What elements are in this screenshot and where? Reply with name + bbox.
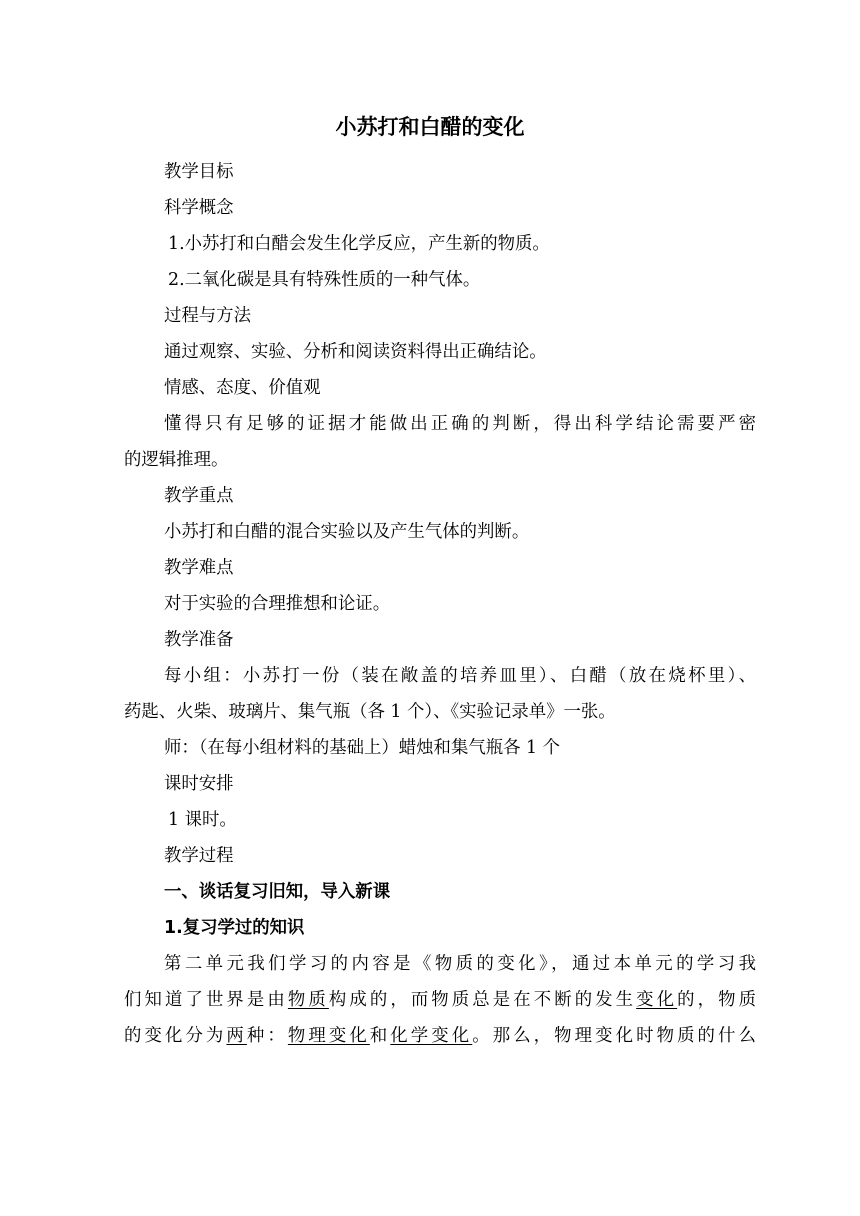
paragraph-text: 种：	[246, 1026, 288, 1046]
paragraph-line3	[124, 1018, 756, 1054]
document-body	[124, 154, 756, 1054]
concept-item-2: 2.二氧化碳是具有特殊性质的一种气体。	[168, 270, 481, 290]
document-title: 小苏打和白醋的变化	[335, 115, 525, 139]
paragraph-text: 的，物质	[677, 990, 756, 1010]
heading-objectives: 教学目标	[164, 162, 234, 182]
heading-attitude: 情感、态度、价值观	[164, 378, 321, 398]
heading-schedule: 课时安排	[164, 774, 234, 794]
underlined-term: 物理变化	[287, 1026, 370, 1046]
process-text: 通过观察、实验、分析和阅读资料得出正确结论。	[164, 342, 547, 362]
heading-preparation: 教学准备	[164, 630, 234, 650]
underlined-term: 物质	[287, 990, 329, 1010]
paragraph-text: 构成的，而物质总是在不断的发生	[328, 990, 637, 1010]
underlined-term: 化学变化	[390, 1026, 473, 1046]
concept-item-1: 1.小苏打和白醋会发生化学反应，产生新的物质。	[168, 234, 550, 254]
underlined-term: 变化	[636, 990, 678, 1010]
paragraph-line2	[124, 982, 756, 1018]
heading-key-point: 教学重点	[164, 486, 234, 506]
heading-science-concept: 科学概念	[164, 198, 234, 218]
attitude-text-line1: 懂得只有足够的证据才能做出正确的判断，得出科学结论需要严密	[164, 414, 756, 434]
part1-heading: 一、谈话复习旧知，导入新课	[164, 882, 391, 902]
heading-process-method: 过程与方法	[164, 306, 251, 326]
prep-teacher: 师：（在每小组材料的基础上）蜡烛和集气瓶各 1 个	[164, 738, 561, 758]
prep-group-line2: 药匙、火柴、玻璃片、集气瓶（各 1 个）、《实验记录单》一张。	[124, 702, 616, 722]
paragraph-text: 。那么，物理变化时物质的什么	[472, 1026, 756, 1046]
attitude-text-line2: 的逻辑推理。	[124, 450, 229, 470]
key-point-text: 小苏打和白醋的混合实验以及产生气体的判断。	[164, 522, 530, 542]
paragraph-text: 和	[369, 1026, 391, 1046]
underlined-term: 两	[226, 1026, 247, 1046]
heading-procedure: 教学过程	[164, 846, 234, 866]
paragraph-text: 的变化分为	[124, 1026, 227, 1046]
heading-difficulty: 教学难点	[164, 558, 234, 578]
paragraph-text: 们知道了世界是由	[124, 990, 288, 1010]
part1-subheading: 1.复习学过的知识	[164, 918, 305, 938]
prep-group-line1: 每小组：小苏打一份（装在敞盖的培养皿里）、白醋（放在烧杯里）、	[164, 666, 756, 686]
schedule-text: 1 课时。	[168, 810, 237, 830]
paragraph-line1: 第二单元我们学习的内容是《物质的变化》，通过本单元的学习我	[164, 954, 756, 974]
difficulty-text: 对于实验的合理推想和论证。	[164, 594, 391, 614]
